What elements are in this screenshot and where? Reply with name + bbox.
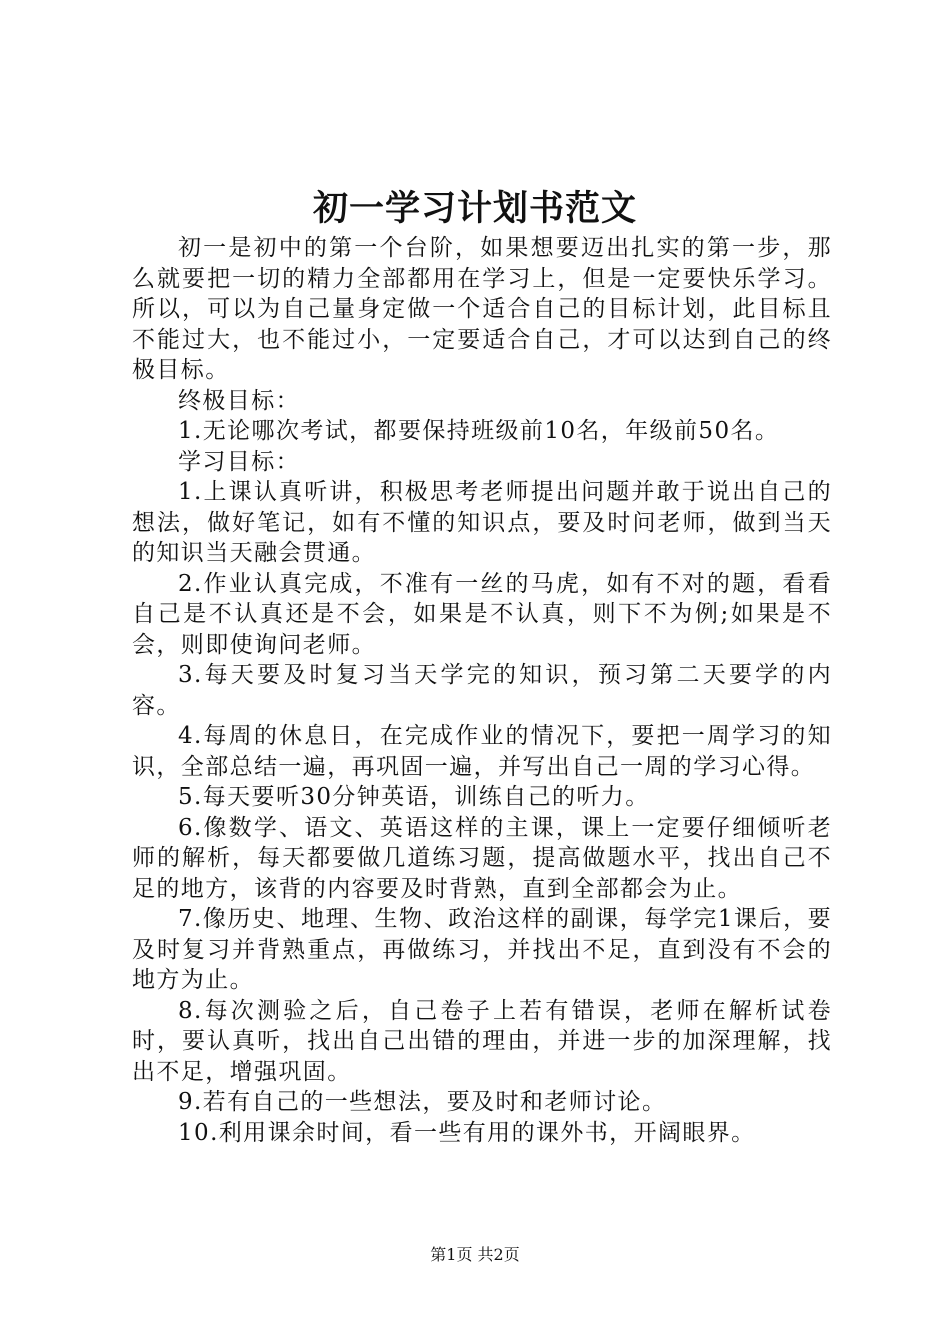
page-number-footer: 第1页 共2页	[430, 1245, 520, 1264]
study-goal-item: 5.每天要听30分钟英语，训练自己的听力。	[178, 784, 650, 810]
study-goal-item: 10.利用课余时间，看一些有用的课外书，开阔眼界。	[178, 1119, 756, 1146]
study-goal-item: 8.每次测验之后，自己卷子上若有错误，老师在解析试卷时，要认真听，找出自己出错的理由，并进一步的加深理解，找出不足，增强巩固。	[132, 997, 832, 1085]
document-title: 初一学习计划书范文	[312, 188, 637, 229]
study-goal-item: 3.每天要及时复习当天学完的知识，预习第二天要学的内容。	[132, 662, 832, 719]
study-goal-item: 7.像历史、地理、生物、政治这样的副课，每学完1课后，要及时复习并背熟重点，再做练习，并找出不足，直到没有不会的地方为止。	[132, 906, 832, 993]
section-heading-study-goals: 学习目标：	[178, 448, 300, 475]
study-goal-item: 1.上课认真听讲，积极思考老师提出问题并敢于说出自己的想法，做好笔记，如有不懂的知识点，要及时问老师，做到当天的知识当天融会贯通。	[132, 479, 832, 566]
section-heading-ultimate-goal: 终极目标：	[178, 387, 300, 414]
study-goal-item: 6.像数学、语文、英语这样的主课，课上一定要仔细倾听老师的解析，每天都要做几道练习题，提高做题水平，找出自己不足的地方，该背的内容要及时背熟，直到全部都会为止。	[132, 814, 832, 902]
intro-paragraph: 初一是初中的第一个台阶，如果想要迈出扎实的第一步，那么就要把一切的精力全部都用在学习上，但是一定要快乐学习。所以，可以为自己量身定做一个适合自己的目标计划，此目标且不能过大，也不能过小，一定要适合自己，才可以达到自己的终极目标。	[132, 235, 832, 383]
study-goal-item: 9.若有自己的一些想法，要及时和老师讨论。	[178, 1089, 667, 1115]
document-body	[132, 233, 832, 1148]
ultimate-goal-item: 1.无论哪次考试，都要保持班级前10名，年级前50名。	[178, 418, 780, 444]
study-goal-item: 2.作业认真完成，不准有一丝的马虎，如有不对的题，看看自己是不认真还是不会，如果是不认真，则下不为例;如果是不会，则即使询问老师。	[132, 570, 832, 658]
study-goal-item: 4.每周的休息日，在完成作业的情况下，要把一周学习的知识，全部总结一遍，再巩固一遍，并写出自己一周的学习心得。	[132, 723, 832, 780]
